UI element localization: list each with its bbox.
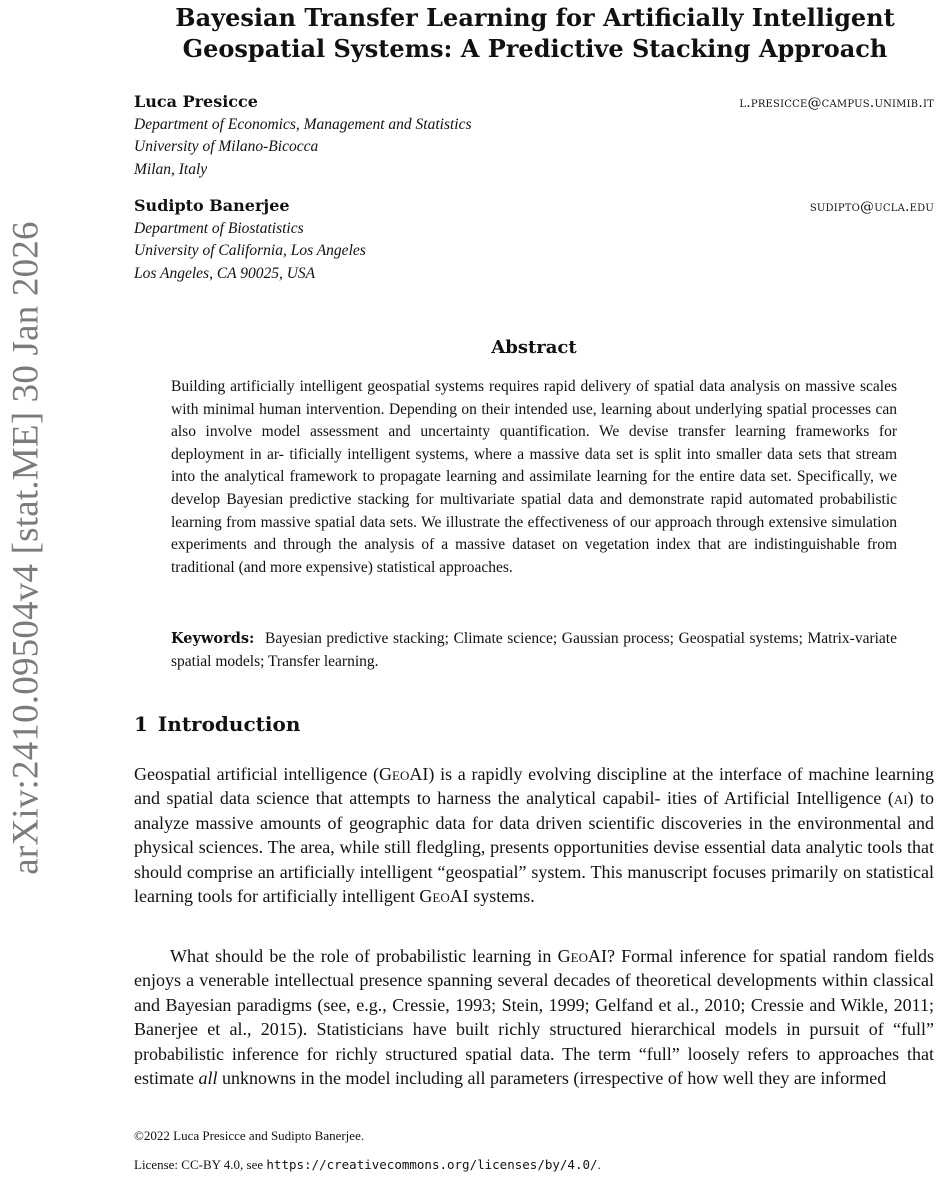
paper-title: [140, 2, 930, 64]
arxiv-id: arXiv:2410.09504v4 [stat.ME] 30 Jan 2026: [5, 221, 47, 875]
author-email: l.presicce@campus.unimib.it: [739, 95, 934, 111]
abstract-line: experiments and through the analysis of a massive dataset on vegetation index that are: [171, 536, 747, 554]
abstract-heading: Abstract: [491, 337, 577, 358]
text-run: systems.: [468, 886, 535, 907]
keywords: [171, 628, 897, 673]
text-run: ) is a rapidly evolving discipline at the interface of: [428, 764, 803, 784]
abstract-line: use, learning about underlying spatial processes can also involve model assessment and: [171, 400, 898, 441]
text-run: fledgling, presents opportunities devise essential data analytic tools that should comprise an: [134, 837, 935, 882]
license-link[interactable]: https://creativecommons.org/licenses/by/4.0/: [266, 1157, 598, 1172]
title-line-2: Geospatial Systems: A Predictive Stacking Approach: [182, 34, 888, 63]
author-2: [134, 196, 934, 285]
text-run: random fields enjoys a venerable intellectual presence spanning several decades of theoretical: [134, 946, 935, 991]
abstract-line: the entire data set. Specifically, we develop Bayesian predictive stacking for multivariate: [171, 468, 897, 508]
affiliation-line: Milan, Italy: [134, 160, 208, 178]
intro-paragraph-1: [134, 762, 934, 908]
section-number: 1: [134, 712, 148, 736]
text-run: GeoAI: [419, 886, 469, 907]
text-run: unknowns in the model including all parameters (irrespective of how well they are informed: [222, 1068, 887, 1089]
text-run: What should be the role of probabilistic learning in: [170, 946, 558, 966]
license-prefix: License: CC-BY 4.0, see: [134, 1157, 267, 1172]
arxiv-stamp: [0, 0, 50, 1200]
abstract-line: data sets. We illustrate the effectiveness of our approach through extensive simulation: [359, 513, 897, 531]
abstract-line: spatial data and demonstrate rapid automated probabilistic learning from massive spatial: [171, 490, 898, 531]
text-run: structured spatial data. The term “full” loosely refers to approaches that estimate: [134, 1043, 935, 1089]
copyright-note: ©2022 Luca Presicce and Sudipto Banerjee.: [134, 1128, 365, 1143]
text-run: GeoAI: [557, 946, 607, 966]
text-run: all: [198, 1068, 218, 1089]
license-suffix: .: [597, 1157, 601, 1172]
affiliation-line: University of California, Los Angeles: [134, 242, 366, 260]
license-note: [134, 1157, 934, 1173]
author-email: sudipto@ucla.edu: [809, 199, 934, 215]
keywords-line: Bayesian predictive stacking; Climate science; Gaussian process; Geospatial: [265, 630, 745, 647]
intro-paragraph-2: [134, 944, 934, 1090]
text-run: ? Formal inference for spatial: [606, 946, 827, 966]
text-run: machine learning and spatial data science that attempts to harness the analytical capabil-: [134, 764, 934, 809]
abstract-body: [171, 376, 897, 579]
affiliation-line: Department of Biostatistics: [134, 220, 304, 237]
text-run: artificially intelligent “geospatial” system. This manuscript focuses primarily on statistical: [279, 861, 934, 882]
abstract-line: uncertainty quantification. We devise transfer learning frameworks for deployment in ar-: [171, 423, 897, 463]
text-run: learning tools for artificially intelligent: [134, 886, 420, 907]
author-name: Sudipto Banerjee: [134, 196, 290, 215]
section-title: Introduction: [157, 712, 301, 736]
text-run: richly structured hierarchical models in pursuit of “full” probabilistic inference for richly: [134, 1019, 934, 1064]
text-run: Geospatial artificial intelligence (: [134, 764, 380, 784]
abstract-line: stream into the analytical framework to propagate learning and assimilate learning for: [171, 445, 898, 486]
keywords-line: systems; Matrix-variate spatial models; Transfer learning.: [171, 630, 897, 670]
text-run: GeoAI: [379, 764, 429, 784]
text-run: ) to analyze massive amounts of geographic data for data: [134, 788, 935, 833]
affiliation-line: University of Milano-Bicocca: [134, 138, 319, 156]
author-name: Luca Presicce: [134, 92, 258, 111]
abstract-line: analysis on massive scales with minimal human intervention. Depending on their intended: [171, 378, 898, 418]
abstract-line: tificially intelligent systems, where a massive data set is split into smaller data sets that: [289, 445, 851, 463]
abstract-line: Building artificially intelligent geospatial systems requires rapid delivery of spatial data: [171, 378, 726, 395]
section-heading: [134, 712, 300, 736]
keywords-label: Keywords:: [171, 630, 255, 647]
affiliation-line: Los Angeles, CA 90025, USA: [134, 264, 316, 282]
affiliation-line: Department of Economics, Management and Statistics: [134, 116, 472, 133]
title-line-1: Bayesian Transfer Learning for Artificially Intelligent: [175, 3, 895, 32]
abstract-line: indistinguishable from traditional (and more expensive) statistical approaches.: [171, 536, 898, 576]
author-1: [134, 92, 934, 181]
text-run: ities of Artificial Intelligence (: [667, 788, 894, 809]
text-run: Gelfand et al., 2010; Cressie and Wikle, 2011; Banerjee et al., 2015). Statisticians have built: [134, 994, 935, 1040]
text-run: ai: [893, 788, 908, 809]
text-run: developments within classical and Bayesian paradigms (see, e.g., Cressie, 1993; Stein, 1999;: [134, 970, 934, 1015]
text-run: driven scientific discoveries in the environmental and physical sciences. The area, while still: [134, 812, 935, 858]
